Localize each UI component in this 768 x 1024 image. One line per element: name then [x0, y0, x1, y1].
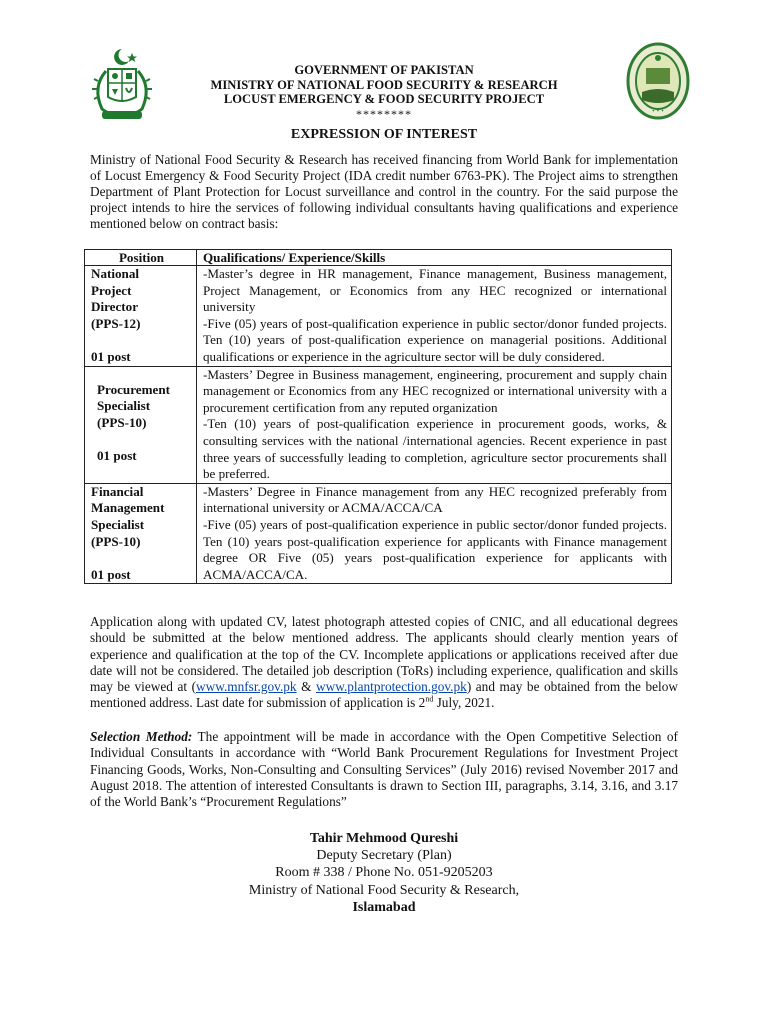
- application-text: Application along with updated CV, latest photograph attested copies of CNIC, and all educational degrees should be submitted at the below mentioned address. The applicants should clearly mention years of experience and qualification at the top of the CV. Incomplete applications or applications received after due date will not be considered. The detailed job description (ToRs) including experience, qualification and skills may be viewed at (: [90, 614, 678, 695]
- header-government: GOVERNMENT OF PAKISTAN: [294, 63, 474, 77]
- position-count: 01 post: [91, 348, 131, 364]
- signatory-name: Tahir Mehmood Qureshi: [309, 831, 459, 846]
- intro-paragraph: Ministry of National Food Security & Research has received financing from World Bank for implementation of Locust Emergency & Food Security Project (IDA credit number 6763-PK). The Project aims to strengthen Department of Plant Protection for Locust surveillance and control in the country. For the said purpose the project intends to hire the services of following individual consultants having qualifications and experience mentioned below on contract basis:: [90, 152, 678, 231]
- qualifications-cell: [197, 266, 672, 367]
- mnfsr-website-link[interactable]: www.mnfsr.gov.pk: [196, 679, 297, 695]
- position-title-line: Specialist: [91, 516, 145, 532]
- plantprotection-website-link[interactable]: www.plantprotection.gov.pk: [316, 679, 467, 695]
- position-title-line: National: [91, 266, 140, 281]
- position-grade: (PPS-12): [91, 315, 141, 331]
- position-title-line: Financial: [91, 483, 144, 499]
- signature-block: [160, 830, 608, 916]
- header-project: LOCUST EMERGENCY & FOOD SECURITY PROJECT: [223, 92, 545, 106]
- table-row: [85, 366, 672, 483]
- signatory-ministry: Ministry of National Food Security & Research,: [248, 882, 520, 898]
- table-row: [85, 483, 672, 584]
- experience-item: -Five (05) years of post-qualification experience in public sector/donor funded projects. Ten (10) years of post-qualification experience on managerial positions. Additional qualifications or experience in the agriculture sector will be duly considered.: [203, 315, 667, 364]
- application-paragraph: [90, 614, 678, 712]
- position-cell: [85, 483, 197, 584]
- header-stars: ********: [356, 106, 412, 121]
- position-count: 01 post: [91, 566, 131, 582]
- ampersand-text: &: [296, 679, 317, 695]
- position-cell: [85, 266, 197, 367]
- position-grade: (PPS-10): [97, 414, 147, 430]
- qualification-item: -Masters’ Degree in Finance management from any HEC recognized preferably from international university or ACMA/ACCA/CA: [203, 483, 667, 516]
- qualification-item: -Master’s degree in HR management, Finance management, Business management, Project Management, or Economics from any HEC recognized or international university: [203, 266, 667, 315]
- signatory-designation: Deputy Secretary (Plan): [316, 848, 452, 864]
- signatory-city: Islamabad: [352, 899, 416, 915]
- document-title: EXPRESSION OF INTEREST: [290, 127, 478, 142]
- position-title-line: Project: [91, 282, 132, 298]
- selection-method-text: The appointment will be made in accordance with the Open Competitive Selection of Individual Consultants in accordance with “World Bank Procurement Regulations for Investment Project Financing Goods, Works, Non-Consulting and Consulting Services” (July 2016) revised November 2017 and August 2018. The attention of interested Consultants is drawn to Section III, paragraphs, 3.14, 3.16, and 3.17 of the World Bank’s “Procurement Regulations”: [90, 729, 678, 810]
- svg-text:✦ ✦ ✦: ✦ ✦ ✦: [651, 108, 665, 113]
- letterhead: [160, 63, 608, 121]
- table-header-row: [85, 250, 672, 266]
- experience-item: -Ten (10) years of post-qualification experience in procurement goods, works, & consulting services with the national /international agencies. Recent experience in past three years of successfully leading to completion, agriculture sector procurements shall be preferred.: [203, 416, 667, 482]
- table-row: [85, 266, 672, 367]
- positions-table: [84, 249, 672, 584]
- position-title-line: Director: [91, 299, 139, 315]
- deadline-date: July, 2021.: [433, 695, 495, 711]
- signatory-contact: Room # 338 / Phone No. 051-9205203: [275, 865, 493, 881]
- pakistan-emblem-icon: [88, 47, 156, 123]
- position-title-line: Procurement: [97, 381, 170, 397]
- ordinal-suffix: nd: [425, 695, 434, 705]
- plant-protection-seal-icon: [626, 42, 690, 120]
- selection-method-paragraph: [90, 729, 678, 810]
- column-header-position: Position: [85, 250, 197, 266]
- position-grade: (PPS-10): [91, 533, 141, 549]
- position-count: 01 post: [97, 447, 137, 463]
- qualifications-cell: [197, 366, 672, 483]
- position-cell: [85, 366, 197, 483]
- column-header-qualifications: Qualifications/ Experience/Skills: [197, 250, 672, 266]
- qualifications-cell: [197, 483, 672, 584]
- position-title-line: Management: [91, 500, 165, 516]
- header-ministry: MINISTRY OF NATIONAL FOOD SECURITY & RESEARCH: [210, 77, 558, 92]
- experience-item: -Five (05) years of post-qualification experience in public sector/donor funded projects. Ten (10) years post-qualification experience for applicants with Finance management degree OR Five (05) years post-qualification experience for applicants with ACMA/ACCA/CA.: [203, 516, 667, 582]
- deadline-text: ) and may be obtained from the below mentioned address. Last date for submission of application is 2: [90, 679, 678, 711]
- position-title-line: Specialist: [97, 398, 151, 414]
- qualification-item: -Masters’ Degree in Business management, engineering, procurement and supply chain management or Economics from any HEC recognized or international university with a procurement certification from any reputed organization: [203, 366, 667, 415]
- selection-method-label: Selection Method:: [90, 729, 193, 744]
